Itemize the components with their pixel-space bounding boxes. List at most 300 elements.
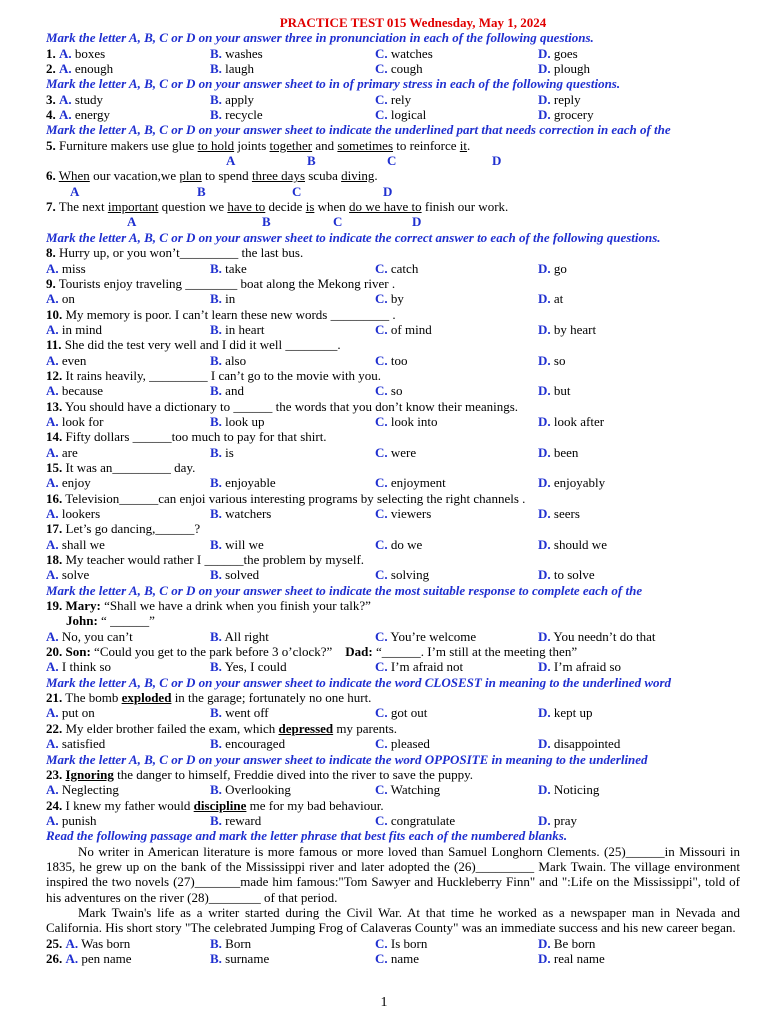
options-15 [46,475,740,490]
option-letter: D. [538,260,551,276]
question-text: Tourists enjoy traveling ________ boat along the Mekong river . [55,275,396,291]
question-19 [46,598,740,613]
question-text: My elder brother failed the exam, which [62,720,279,736]
option-c: enjoyment [390,475,446,491]
option-c: got out [390,705,428,721]
option-letter: D. [538,383,551,399]
option-d: reply [553,91,581,107]
option-letter: C. [375,567,388,583]
question-text: finish our work. [421,199,509,215]
option-letter: D. [538,705,551,721]
instruction-passage: Read the following passage and mark the letter phrase that best fits each of the numbered blanks. [46,828,568,844]
option-letter: D. [538,352,551,368]
option-a: satisfied [61,736,106,752]
question-text: The next [55,199,108,215]
option-b: in heart [225,321,265,337]
option-letter: B. [210,536,222,552]
question-12 [46,368,740,383]
question-18 [46,552,740,567]
option-d: been [553,444,579,460]
question-text: . [374,168,378,184]
option-letter: D. [538,950,551,966]
option-c: Is born [390,935,428,951]
underlined-word: Ignoring [65,766,114,782]
part-letter-d: D [383,183,393,199]
option-a: energy [74,107,111,123]
part-letters-7 [46,214,740,229]
option-c: rely [390,91,412,107]
option-letter: C. [375,950,388,966]
option-a: enough [74,61,114,77]
option-b: Born [225,935,252,951]
option-letter: C. [375,475,388,491]
option-b: reward [225,812,262,828]
dialogue-line: “ ______” [97,613,155,629]
option-b: is [225,444,234,460]
underlined-part-b: together [269,137,313,153]
option-b: look up [225,413,265,429]
options-12 [46,383,740,398]
option-letter: B. [210,506,222,521]
option-letter: C. [375,536,388,552]
question-number: 22. [46,720,63,736]
option-letter: D. [538,444,551,460]
page-number: 1 [380,995,388,1010]
option-letter: A. [46,413,59,429]
underlined-part-c: three days [251,168,305,184]
option-letter: A. [46,736,59,752]
instruction-opposite: Mark the letter A, B, C or D on your answer sheet to indicate the word OPPOSITE in meaning to the underlined [46,751,648,767]
question-text: to reinforce [393,137,460,153]
option-c: cough [390,61,423,77]
question-text: It rains heavily, _________ I can’t go to the movie with you. [62,367,382,383]
option-d: Be born [553,935,596,951]
question-number: 10. [46,306,63,322]
option-a: lookers [61,506,101,521]
option-letter: B. [210,291,222,307]
question-number: 4. [46,107,56,123]
options-24 [46,813,740,828]
option-a: look for [61,413,104,429]
options-22 [46,736,740,751]
option-letter: B. [210,475,222,491]
option-letter: C. [375,736,388,752]
option-letter: D. [538,736,551,752]
option-letter: D. [538,321,551,337]
underlined-part-b: have to [227,199,266,215]
options-19 [46,629,740,644]
speaker-name: Son: [62,644,91,660]
option-letter: B. [210,444,222,460]
question-number: 9. [46,275,56,291]
option-letter: C. [375,352,388,368]
question-text: My teacher would rather I ______the problem by myself. [62,552,365,568]
option-letter: D. [538,61,551,77]
option-b: Yes, I could [224,659,287,675]
underlined-word: exploded [121,690,172,706]
options-9 [46,291,740,306]
option-letter: C. [375,45,388,61]
question-text: when [314,199,350,215]
option-d: I’m afraid so [553,659,622,675]
option-letter: C. [375,705,388,721]
option-d: look after [553,413,605,429]
option-d: enjoyably [553,475,606,491]
option-d: seers [553,506,580,521]
option-d: kept up [553,705,593,721]
question-number: 25. [46,935,63,951]
instruction-error-correction: Mark the letter A, B, C or D on your answer sheet to indicate the underlined part that needs correction in each of the [46,122,671,138]
underlined-part-d: do we have to [349,199,422,215]
underlined-part-c: is [305,199,315,215]
option-b: recycle [225,107,263,123]
option-c: so [390,383,403,399]
question-number: 3. [46,91,56,107]
option-letter: C. [375,107,388,123]
question-number: 16. [46,490,63,506]
option-a: in mind [61,321,102,337]
option-letter: C. [375,444,388,460]
underlined-part-d: diving [341,168,375,184]
underlined-part-a: important [107,199,159,215]
option-letter: A. [46,475,59,491]
option-letter: B. [210,383,222,399]
question-number: 2. [46,61,56,77]
question-text: to spend [201,168,252,184]
question-text: Furniture makers use glue [59,137,198,153]
option-d: go [553,260,567,276]
option-letter: A. [46,506,59,521]
dialogue-line: “Shall we have a drink when you finish your talk?” [100,598,371,614]
part-letter-b: B [262,214,271,230]
question-number: 26. [46,950,63,966]
question-text: and [312,137,338,153]
option-c: Watching [390,782,441,798]
option-letter: A. [46,659,59,675]
option-b: watchers [225,506,272,521]
options-18 [46,567,740,582]
option-letter: C. [375,321,388,337]
speaker-name: John: [66,613,98,629]
option-letter: A. [65,950,79,966]
passage-paragraph-1: No writer in American literature is more famous or more loved than Samuel Longhorn Clements. (25)______in Missouri in 1835, he grew up on the bank of the Mississippi river and later adopted the (26)_________ Mark Twain. The village environment inspired the two novels (27)_______made him famous:"Tom Sawyer and Huckleberry Finn" and ":Life on the Mississippi", told of his adventures on the river (28)________ of that period. [46,843,740,905]
part-letter-b: B [307,153,316,169]
option-letter: A. [46,444,59,460]
question-text: Hurry up, or you won’t_________ the last bus. [55,245,304,261]
option-c: logical [390,107,427,123]
question-19-reply [46,613,740,628]
option-a: solve [61,567,90,583]
option-a: No, you can’t [61,628,133,644]
option-d: real name [553,950,605,966]
question-26 [46,951,740,966]
option-letter: C. [375,291,388,307]
option-letter: A. [46,291,59,307]
part-letter-a: A [127,214,137,230]
option-c: catch [390,260,419,276]
question-11 [46,337,740,352]
question-number: 6. [46,168,56,184]
option-letter: D. [538,45,551,61]
option-letter: A. [46,352,59,368]
question-text: question we [158,199,228,215]
option-c: name [390,950,420,966]
option-letter: A. [46,628,59,644]
question-number: 17. [46,521,63,537]
option-letter: C. [375,812,388,828]
options-13 [46,414,740,429]
option-letter: B. [210,352,222,368]
underlined-part-b: plan [179,168,202,184]
option-letter: D. [538,812,551,828]
option-letter: B. [210,91,222,107]
question-4 [46,107,740,122]
question-number: 24. [46,797,63,813]
option-c: viewers [390,506,432,521]
question-text: She did the test very well and I did it well ________. [61,337,341,353]
question-5 [46,138,740,153]
question-number: 13. [46,398,63,414]
option-letter: D. [538,413,551,429]
question-text: in the garage; fortunately no one hurt. [171,690,372,706]
option-letter: B. [210,567,222,583]
option-d: should we [553,536,607,552]
option-letter: C. [375,413,388,429]
question-16 [46,491,740,506]
instruction-pronunciation: Mark the letter A, B, C or D on your answer three in pronunciation in each of the following questions. [46,30,594,46]
option-letter: A. [46,321,59,337]
option-a: enjoy [61,475,91,491]
dialogue-line: “Could you get to the park before 3 o’clock?” [90,644,333,660]
option-c: of mind [390,321,432,337]
option-a: even [61,352,87,368]
question-17 [46,521,740,536]
option-c: pleased [390,736,430,752]
question-number: 5. [46,137,56,153]
option-b: and [225,383,244,399]
option-letter: A. [59,91,72,107]
option-a: boxes [74,45,106,61]
underlined-part-a: to hold [197,137,235,153]
part-letters-5 [46,153,740,168]
question-24 [46,798,740,813]
option-b: take [225,260,247,276]
underlined-part-c: sometimes [337,137,394,153]
question-number: 7. [46,199,56,215]
option-a: because [61,383,104,399]
question-text: . [467,137,471,153]
question-text: It was an_________ day. [62,459,196,475]
speaker-name: Dad: [345,644,373,660]
part-letter-d: D [412,214,422,230]
option-a: shall we [61,536,105,552]
option-b: washes [225,45,263,61]
part-letter-b: B [197,183,206,199]
option-letter: D. [538,935,551,951]
question-text: The bomb [62,690,122,706]
option-letter: D. [538,659,551,675]
question-number: 1. [46,45,56,61]
option-letter: D. [538,536,551,552]
question-number: 15. [46,459,63,475]
question-text: I knew my father would [62,797,194,813]
option-letter: B. [210,260,222,276]
option-b: also [225,352,247,368]
option-letter: A. [46,260,59,276]
question-text: scuba [305,168,342,184]
option-a: on [61,291,75,307]
option-b: Overlooking [225,782,291,798]
option-c: look into [390,413,438,429]
part-letter-d: D [492,153,502,169]
option-d: but [553,383,571,399]
question-number: 19. [46,598,63,614]
question-1 [46,46,740,61]
options-20 [46,659,740,674]
question-23 [46,767,740,782]
question-number: 18. [46,552,63,568]
option-letter: C. [375,782,388,798]
option-b: solved [225,567,260,583]
question-22 [46,721,740,736]
speaker-name: Mary: [62,598,101,614]
option-d: by heart [553,321,597,337]
option-letter: B. [210,935,222,951]
option-a: I think so [61,659,112,675]
option-d: goes [553,45,578,61]
option-d: at [553,291,564,307]
option-c: by [390,291,404,307]
instruction-stress: Mark the letter A, B, C or D on your answer sheet to in of primary stress in each of the following questions. [46,76,621,92]
question-text: joints [234,137,270,153]
question-7 [46,199,740,214]
question-text: Television______can enjoi various interesting programs by selecting the right channels . [62,490,526,506]
option-letter: B. [210,321,222,337]
option-letter: B. [210,659,222,675]
option-a: are [61,444,78,460]
question-6 [46,168,740,183]
option-b: surname [225,950,270,966]
option-d: grocery [553,107,594,123]
question-text: decide [265,199,306,215]
option-c: do we [390,536,423,552]
option-a: pen name [81,950,132,966]
question-number: 20. [46,644,63,660]
instruction-closest: Mark the letter A, B, C or D on your answer sheet to indicate the word CLOSEST in meaning to the underlined word [46,674,672,690]
option-b: encouraged [225,736,286,752]
option-letter: A. [46,383,59,399]
part-letter-c: C [387,153,397,169]
option-letter: B. [210,950,222,966]
instruction-correct-answer: Mark the letter A, B, C or D on your answer sheet to indicate the correct answer to each of the following questions. [46,229,661,245]
option-letter: D. [538,107,551,123]
option-letter: A. [59,107,72,123]
option-letter: A. [46,536,59,552]
option-letter: C. [375,506,388,521]
option-c: watches [390,45,433,61]
option-letter: C. [375,91,388,107]
question-20 [46,644,740,659]
option-d: You needn’t do that [553,628,656,644]
question-3 [46,92,740,107]
question-21 [46,690,740,705]
option-letter: B. [210,45,222,61]
option-letter: D. [538,475,551,491]
options-17 [46,537,740,552]
question-text: My memory is poor. I can’t learn these new words _________ . [62,306,396,322]
part-letter-c: C [292,183,302,199]
question-text: Fifty dollars ______too much to pay for that shirt. [62,429,327,445]
option-letter: D. [538,628,551,644]
question-number: 21. [46,690,63,706]
option-letter: B. [210,782,222,798]
options-10 [46,322,740,337]
options-23 [46,782,740,797]
option-letter: D. [538,506,551,521]
question-text: my parents. [333,720,398,736]
underlined-part-d: it [459,137,468,153]
underlined-word: depressed [278,720,334,736]
question-number: 8. [46,245,56,261]
option-a: punish [61,812,97,828]
option-letter: D. [538,91,551,107]
option-letter: B. [210,705,222,721]
question-number: 14. [46,429,63,445]
question-text: Let’s go dancing,______? [62,521,201,537]
option-letter: D. [538,567,551,583]
option-letter: B. [210,413,222,429]
option-letter: D. [538,291,551,307]
question-text: our vacation,we [89,168,180,184]
part-letter-a: A [226,153,236,169]
option-b: will we [225,536,264,552]
option-letter: C. [375,61,388,77]
option-b: laugh [225,61,255,77]
question-number: 12. [46,367,63,383]
part-letter-a: A [70,183,80,199]
option-b: in [225,291,236,307]
option-letter: A. [59,45,72,61]
option-d: Noticing [553,782,600,798]
option-letter: B. [210,61,222,77]
question-text: You should have a dictionary to ______ the words that you don’t know their meanings. [62,398,519,414]
part-letters-6 [46,184,740,199]
question-8 [46,245,740,260]
question-10 [46,307,740,322]
option-letter: A. [46,705,59,721]
options-21 [46,705,740,720]
option-b: apply [225,91,255,107]
option-a: miss [61,260,86,276]
option-c: You’re welcome [390,628,477,644]
option-letter: C. [375,628,388,644]
options-8 [46,261,740,276]
option-a: study [74,91,104,107]
options-14 [46,445,740,460]
question-13 [46,399,740,414]
part-letter-c: C [333,214,343,230]
option-a: Was born [81,935,131,951]
option-letter: C. [375,383,388,399]
option-letter: A. [65,935,79,951]
option-d: so [553,352,566,368]
option-letter: A. [46,567,59,583]
question-14 [46,429,740,444]
instruction-response: Mark the letter A, B, C or D on your answer sheet to indicate the most suitable response to complete each of the [46,582,643,598]
option-letter: B. [210,812,222,828]
dialogue-line: “______. I’m still at the meeting then” [372,644,578,660]
option-c: solving [390,567,430,583]
